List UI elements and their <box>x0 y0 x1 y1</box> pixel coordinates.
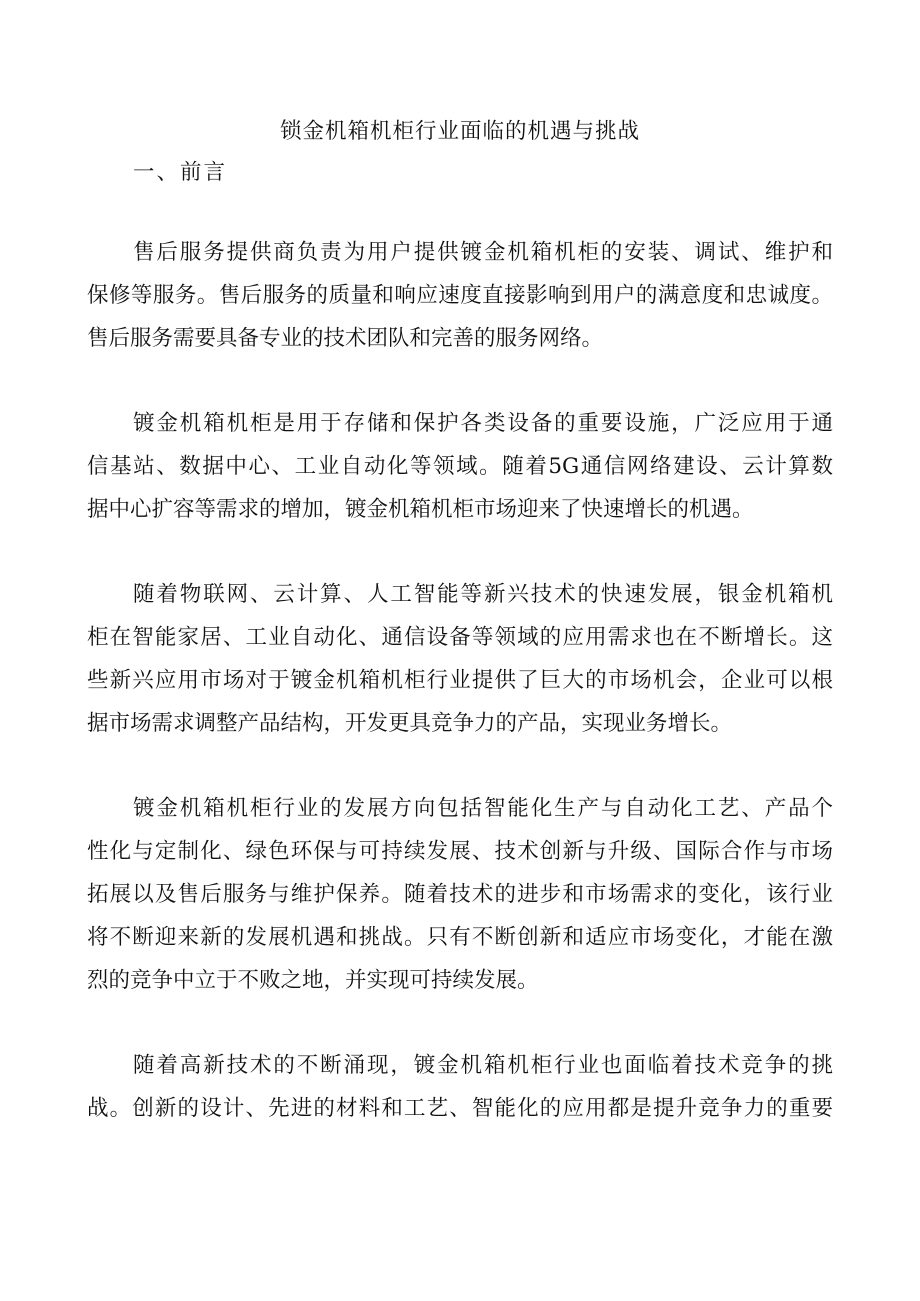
paragraph-line: 些新兴应用市场对于镀金机箱机柜行业提供了巨大的市场机会，企业可以根 <box>87 668 833 693</box>
section-heading: 一、前言 <box>133 160 228 185</box>
paragraph-line: 据市场需求调整产品结构，开发更具竞争力的产品，实现业务增长。 <box>87 711 733 736</box>
paragraph-line: 随着高新技术的不断涌现，镀金机箱机柜行业也面临着技术竞争的挑 <box>133 1053 833 1078</box>
paragraph-line: 信基站、数据中心、工业自动化等领域。随着5G通信网络建设、云计算数 <box>87 454 833 479</box>
paragraph <box>87 573 833 745</box>
paragraph-line: 保修等服务。售后服务的质量和响应速度直接影响到用户的满意度和忠诚度。 <box>87 283 833 308</box>
document-title: 锁金机箱机柜行业面临的机遇与挑战 <box>279 119 640 144</box>
paragraph <box>87 231 833 360</box>
paragraph-line: 镀金机箱机柜是用于存储和保护各类设备的重要设施，广泛应用于通 <box>133 411 833 436</box>
paragraph-line: 柜在智能家居、工业自动化、通信设备等领域的应用需求也在不断增长。这 <box>87 625 833 650</box>
paragraph-line: 镀金机箱机柜行业的发展方向包括智能化生产与自动化工艺、产品个 <box>133 796 833 821</box>
paragraph-line: 性化与定制化、绿色环保与可持续发展、技术创新与升级、国际合作与市场 <box>87 839 833 864</box>
paragraph-line: 烈的竞争中立于不败之地，并实现可持续发展。 <box>87 968 539 993</box>
paragraph-line: 据中心扩容等需求的增加，镀金机箱机柜市场迎来了快速增长的机遇。 <box>87 497 754 522</box>
paragraph <box>87 787 833 1002</box>
paragraph-line: 售后服务提供商负责为用户提供镀金机箱机柜的安装、调试、维护和 <box>133 240 833 265</box>
paragraph-line: 战。创新的设计、先进的材料和工艺、智能化的应用都是提升竞争力的重要 <box>87 1096 833 1121</box>
paragraph <box>87 402 833 531</box>
paragraph <box>87 1044 833 1130</box>
paragraph-line: 售后服务需要具备专业的技术团队和完善的服务网络。 <box>87 326 604 351</box>
document-body <box>87 231 833 1172</box>
paragraph-line: 拓展以及售后服务与维护保养。随着技术的进步和市场需求的变化，该行业 <box>87 882 833 907</box>
paragraph-line: 随着物联网、云计算、人工智能等新兴技术的快速发展，银金机箱机 <box>133 582 833 607</box>
paragraph-line: 将不断迎来新的发展机遇和挑战。只有不断创新和适应市场变化，才能在激 <box>87 925 833 950</box>
